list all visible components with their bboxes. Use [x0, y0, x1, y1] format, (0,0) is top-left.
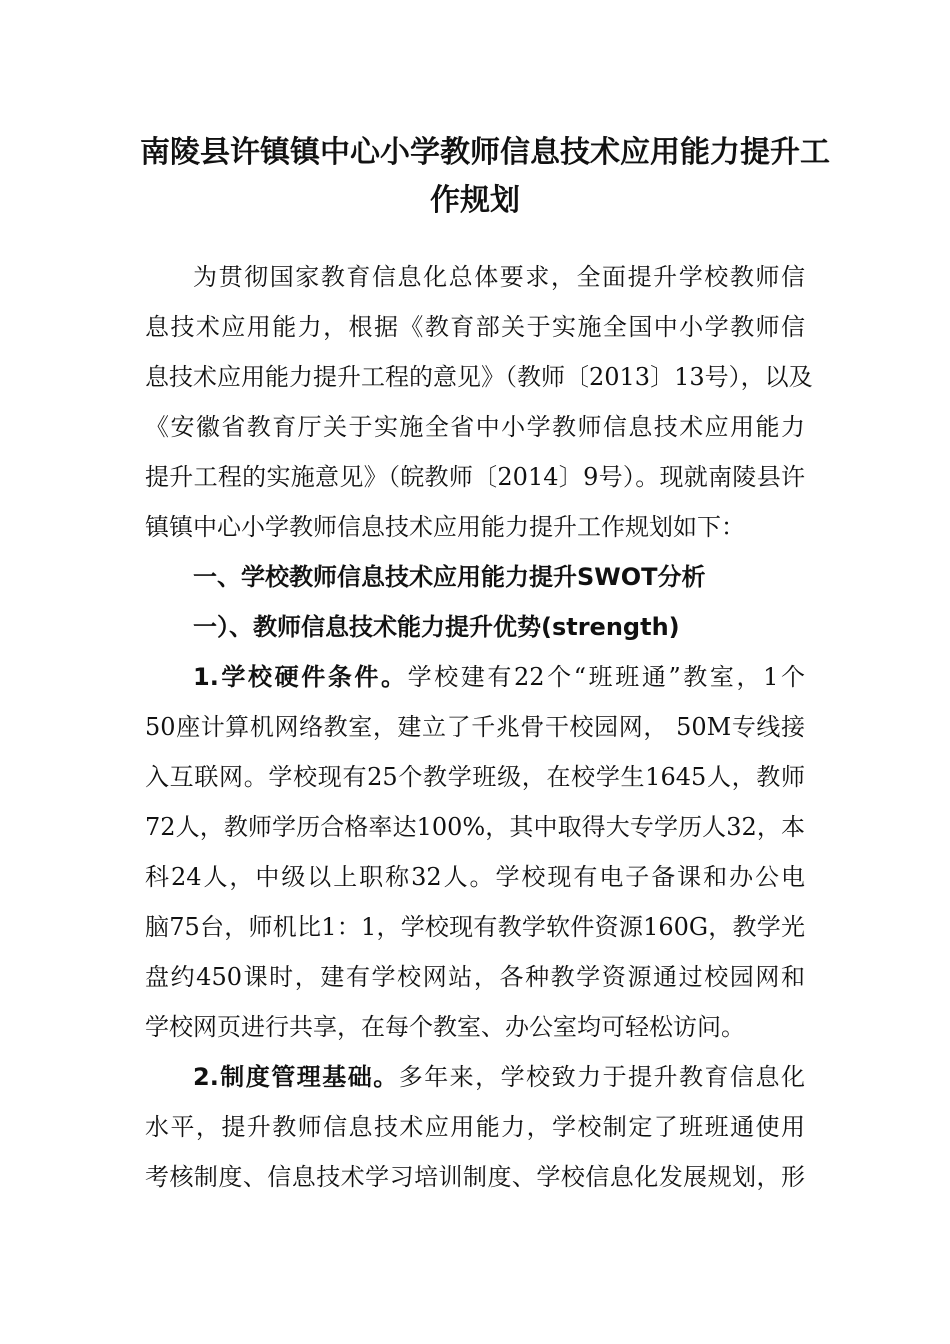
item1-line: 脑75台，师机比1：1，学校现有教学软件资源160G，教学光 [145, 913, 805, 941]
item1-first-line [145, 652, 805, 702]
intro-line: 息技术应用能力，根据《教育部关于实施全国中小学教师信 [145, 313, 805, 341]
intro-line: 《安徽省教育厅关于实施全省中小学教师信息技术应用能力 [145, 413, 805, 441]
item2-lead: 2.制度管理基础。 [193, 1063, 399, 1091]
item1-lead: 1.学校硬件条件。 [193, 663, 408, 691]
item1-line: 入互联网。学校现有25个教学班级，在校学生1645人，教师 [145, 763, 805, 791]
item1-first-text: 学校建有22个“班班通”教室，1个 [407, 663, 805, 691]
item2-line: 水平，提升教师信息技术应用能力，学校制定了班班通使用 [145, 1113, 805, 1141]
item1-line: 学校网页进行共享，在每个教室、办公室均可轻松访问。 [145, 1013, 745, 1041]
item1-line: 科24人，中级以上职称32人。学校现有电子备课和办公电 [145, 863, 805, 891]
item2-first-text: 多年来，学校致力于提升教育信息化 [398, 1063, 805, 1091]
item2-line: 考核制度、信息技术学习培训制度、学校信息化发展规划，形 [145, 1163, 805, 1191]
document-title-line-1: 南陵县许镇镇中心小学教师信息技术应用能力提升工 [140, 135, 830, 170]
section-heading: 一、学校教师信息技术应用能力提升SWOT分析 [193, 563, 706, 591]
document-title-line-2: 作规划 [430, 183, 520, 218]
subsection-heading: 一）、教师信息技术能力提升优势(strength) [193, 613, 680, 641]
document-body [145, 252, 813, 1202]
intro-line: 提升工程的实施意见》（皖教师〔2014〕9号）。现就南陵县许 [145, 463, 805, 491]
intro-line: 镇镇中心小学教师信息技术应用能力提升工作规划如下： [145, 513, 745, 541]
item1-line: 盘约450课时，建有学校网站，各种教学资源通过校园网和 [145, 963, 805, 991]
intro-line: 息技术应用能力提升工程的意见》（教师〔2013〕13号），以及 [145, 363, 813, 391]
item2-first-line [145, 1052, 805, 1102]
item1-line: 50座计算机网络教室，建立了千兆骨干校园网， 50M专线接 [145, 713, 805, 741]
intro-line: 为贯彻国家教育信息化总体要求，全面提升学校教师信 [193, 263, 805, 291]
item1-line: 72人，教师学历合格率达100%，其中取得大专学历人32，本 [145, 813, 805, 841]
